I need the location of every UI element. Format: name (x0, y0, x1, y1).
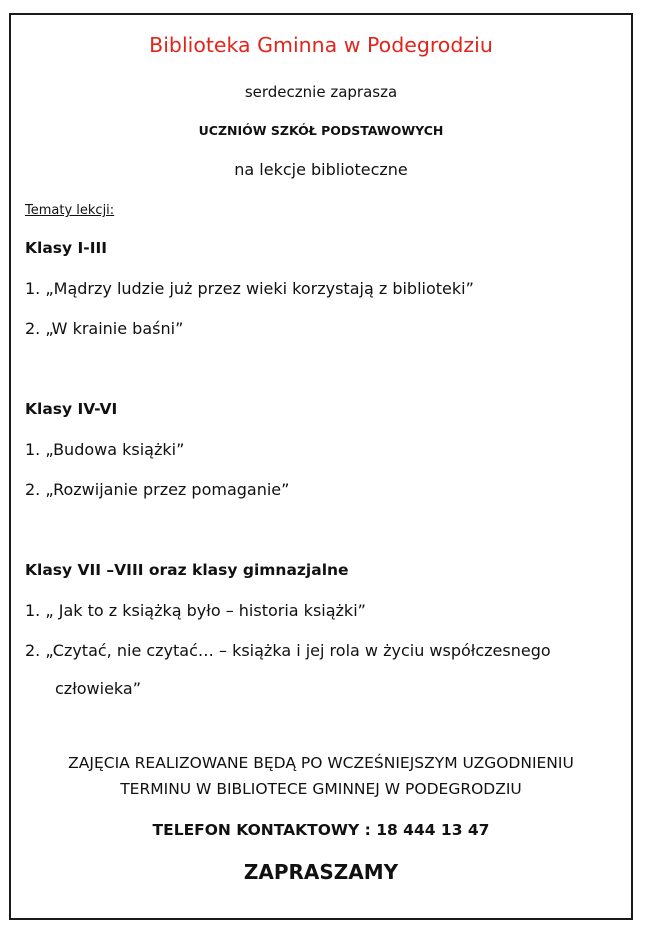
lesson-item: 2. „Rozwijanie przez pomaganie” (25, 480, 290, 499)
purpose-text: na lekcje biblioteczne (234, 160, 408, 179)
audience-text: UCZNIÓW SZKÓŁ PODSTAWOWYCH (198, 123, 444, 138)
topics-label: Tematy lekcji: (25, 203, 115, 218)
invite-text: serdecznie zaprasza (244, 83, 398, 101)
group-heading-7-8: Klasy VII –VIII oraz klasy gimnazjalne (25, 561, 349, 579)
lesson-item: 1. „ Jak to z książką było – historia książki” (25, 601, 366, 620)
group-heading-1-3: Klasy I-III (25, 239, 108, 257)
lesson-item: 1. „Mądrzy ludzie już przez wieki korzystają z biblioteki” (25, 279, 474, 298)
lesson-item-continuation: człowieka” (55, 679, 141, 698)
lesson-item: 2. „Czytać, nie czytać… – książka i jej rola w życiu współczesnego (25, 641, 551, 660)
lesson-item: 2. „W krainie baśni” (25, 319, 184, 338)
poster-title: Biblioteka Gminna w Podegrodziu (149, 33, 493, 57)
group-heading-4-6: Klasy IV-VI (25, 400, 118, 418)
schedule-note-line-2: TERMINU W BIBLIOTECE GMINNEJ W PODEGRODZIU (120, 780, 522, 798)
closing-text: ZAPRASZAMY (243, 860, 399, 884)
schedule-note (11, 750, 631, 802)
lesson-item: 1. „Budowa książki” (25, 440, 185, 459)
poster-frame (9, 13, 633, 920)
schedule-note-line-1: ZAJĘCIA REALIZOWANE BĘDĄ PO WCZEŚNIEJSZYM UZGODNIENIU (68, 754, 574, 772)
contact-phone: TELEFON KONTAKTOWY : 18 444 13 47 (152, 821, 490, 839)
